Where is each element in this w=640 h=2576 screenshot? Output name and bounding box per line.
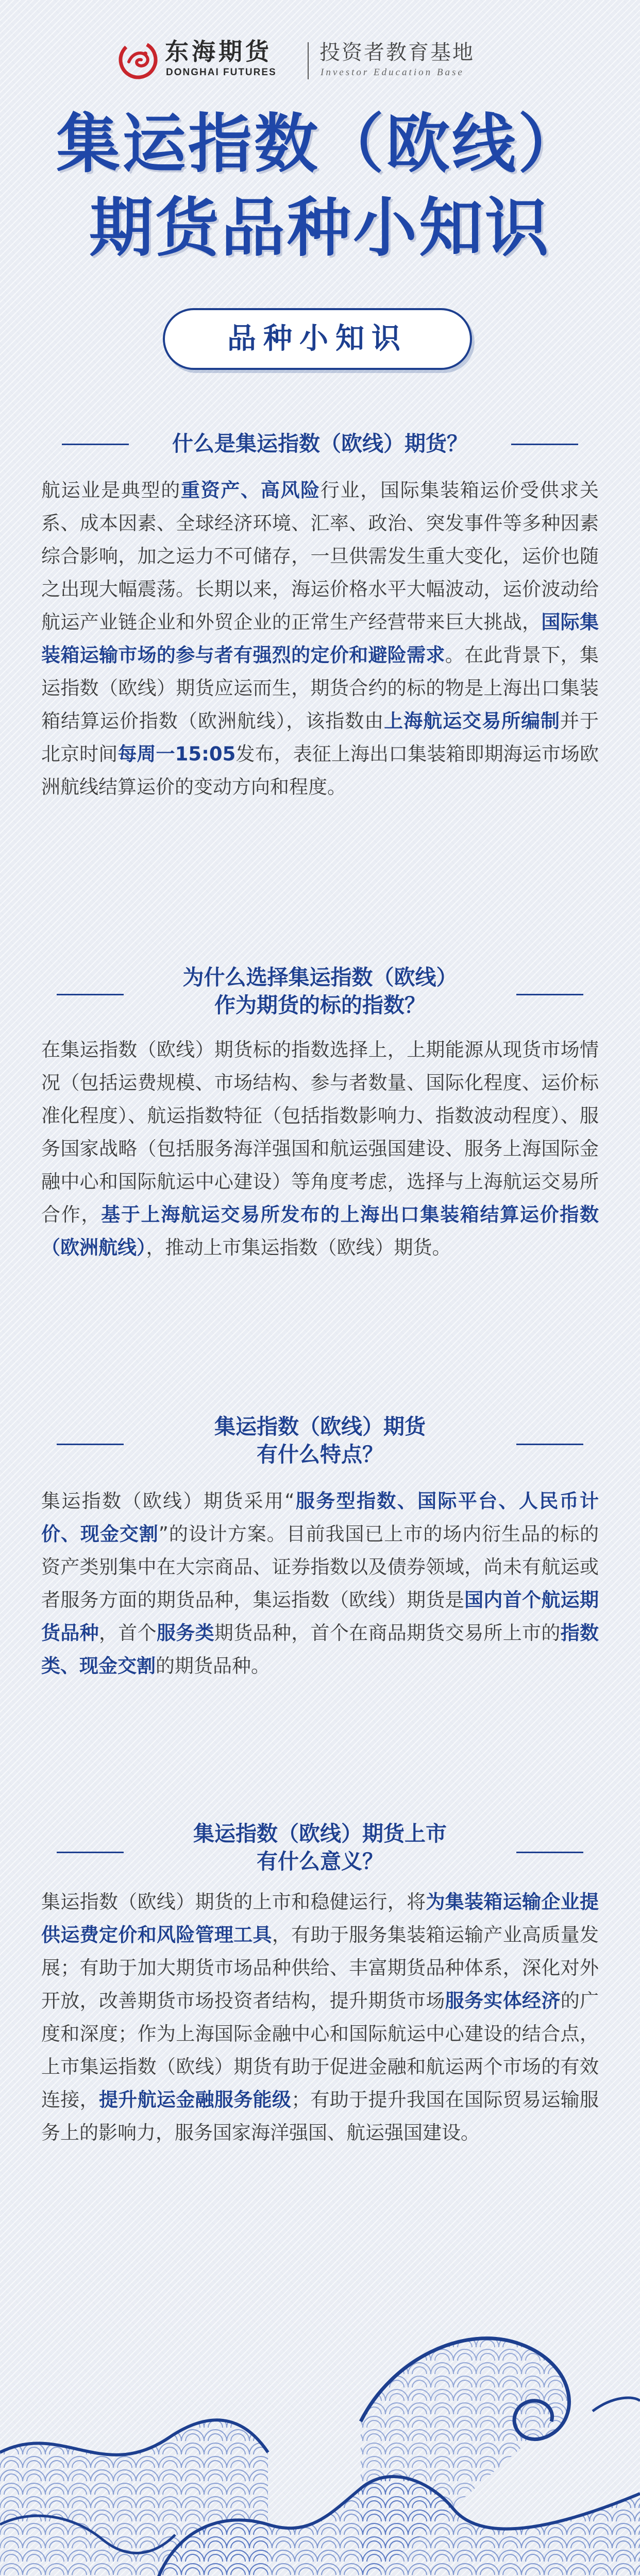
highlighted-text: 服务类 bbox=[156, 1622, 214, 1644]
body-text: 。在此背景下，集运指数（欧线）期货应运而生，期货合约的标的物是上海出口集装箱结算运价指数（欧洲航线），该指数由 bbox=[41, 644, 599, 732]
highlighted-text: 服务型指数、国际平台、人民币计价、现金交割 bbox=[41, 1490, 599, 1545]
section-heading-line: 有什么特点？ bbox=[257, 1442, 383, 1467]
section-3-heading bbox=[57, 1413, 583, 1468]
highlighted-text: 上海航运交易所编制 bbox=[384, 710, 561, 732]
body-text: 期货品种，首个在商品期货交易所上市的 bbox=[214, 1622, 561, 1644]
education-base-cn: 投资者教育基地 bbox=[319, 41, 475, 64]
highlighted-text: 基于上海航运交易所发布的上海出口集装箱结算运价指数（欧洲航线） bbox=[41, 1204, 599, 1259]
header-divider bbox=[308, 42, 309, 79]
section-heading-line: 有什么意义？ bbox=[257, 1849, 383, 1874]
highlighted-text: 每周一15:05 bbox=[117, 743, 236, 765]
body-text: 在集运指数（欧线）期货标的指数选择上，上期能源从现货市场情况（包括运费规模、市场结构、参与者数量、国际化程度、运价标准化程度）、航运指数特征（包括指数影响力、指数波动程度）、服务国家战略（包括服务海洋强国和航运强国建设、服务上海国际金融中心和国际航运中心建设）等角度考虑，选择与上海航运交易所合作， bbox=[41, 1039, 599, 1226]
section-heading-line: 为什么选择集运指数（欧线） bbox=[182, 965, 458, 990]
body-text: 的广度和深度；作为上海国际金融中心和国际航运中心建设的结合点，上市集运指数（欧线）期货有助于促进金融和航运两个市场的有效连接， bbox=[41, 1990, 599, 2111]
section-heading-line: 什么是集运指数（欧线）期货？ bbox=[172, 431, 468, 456]
brand-name-en: DONGHAI FUTURES bbox=[166, 67, 277, 78]
body-text: 航运业是典型的 bbox=[41, 479, 181, 501]
body-text: 的期货品种。 bbox=[156, 1655, 270, 1677]
body-text: 并于北京时间 bbox=[41, 710, 599, 765]
highlighted-text: 指数类、现金交割 bbox=[41, 1622, 599, 1677]
section-4-body bbox=[41, 1886, 599, 2149]
section-heading-line: 集运指数（欧线）期货 bbox=[214, 1414, 426, 1439]
body-text: 集运指数（欧线）期货采用“ bbox=[41, 1490, 295, 1512]
body-text: 集运指数（欧线）期货的上市和稳健运行，将 bbox=[41, 1891, 426, 1913]
body-text: ”的设计方案。目前我国已上市的场内衍生品的标的资产类别集中在大宗商品、证券指数以及债券领域，尚未有航运或者服务方面的期货品种，集运指数（欧线）期货是 bbox=[41, 1523, 599, 1611]
donghai-dragon-logo-icon bbox=[117, 39, 159, 80]
main-title-line-1: 集运指数（欧线） bbox=[56, 107, 584, 181]
sea-wave-decoration-icon bbox=[0, 2267, 640, 2576]
section-1-heading bbox=[57, 430, 583, 457]
section-4-heading bbox=[57, 1820, 583, 1875]
section-3-body bbox=[41, 1485, 599, 1683]
main-title-line-2: 期货品种小知识 bbox=[89, 191, 551, 265]
body-text: ，推动上市集运指数（欧线）期货。 bbox=[146, 1236, 451, 1259]
highlighted-text: 国际集装箱运输市场的参与者有强烈的定价和避险需求 bbox=[41, 611, 599, 666]
body-text: 发布，表征上海出口集装箱即期海运市场欧洲航线结算运价的变动方向和程度。 bbox=[41, 743, 599, 798]
section-1-body bbox=[41, 474, 599, 804]
body-text: ，首个 bbox=[98, 1622, 157, 1644]
highlighted-text: 为集装箱运输企业提供运费定价和风险管理工具 bbox=[41, 1891, 599, 1946]
brand-header bbox=[0, 31, 640, 88]
section-heading-line: 集运指数（欧线）期货上市 bbox=[193, 1821, 447, 1846]
section-heading-line: 作为期货的标的指数？ bbox=[214, 993, 426, 1018]
highlighted-text: 重资产、高风险 bbox=[180, 479, 321, 501]
highlighted-text: 提升航运金融服务能级 bbox=[98, 2089, 292, 2111]
section-2-heading bbox=[57, 963, 583, 1019]
category-badge: 品种小知识 bbox=[163, 308, 472, 370]
highlighted-text: 国内首个航运期货品种 bbox=[41, 1589, 599, 1644]
body-text: ，有助于服务集装箱运输产业高质量发展；有助于加大期货市场品种供给、丰富期货品种体系，深化对外开放，改善期货市场投资者结构，提升期货市场 bbox=[41, 1924, 599, 2012]
section-2-body bbox=[41, 1033, 599, 1264]
education-base-en: Investor Education Base bbox=[321, 67, 464, 78]
highlighted-text: 服务实体经济 bbox=[445, 1990, 561, 2012]
brand-name-cn: 东海期货 bbox=[165, 38, 272, 65]
body-text: ；有助于提升我国在国际贸易运输服务上的影响力，服务国家海洋强国、航运强国建设。 bbox=[41, 2089, 599, 2144]
body-text: 行业，国际集装箱运价受供求关系、成本因素、全球经济环境、汇率、政治、突发事件等多种因素综合影响，加之运力不可储存，一旦供需发生重大变化，运价也随之出现大幅震荡。长期以来，海运价格水平大幅波动，运价波动给航运产业链企业和外贸企业的正常生产经营带来巨大挑战， bbox=[41, 479, 599, 633]
